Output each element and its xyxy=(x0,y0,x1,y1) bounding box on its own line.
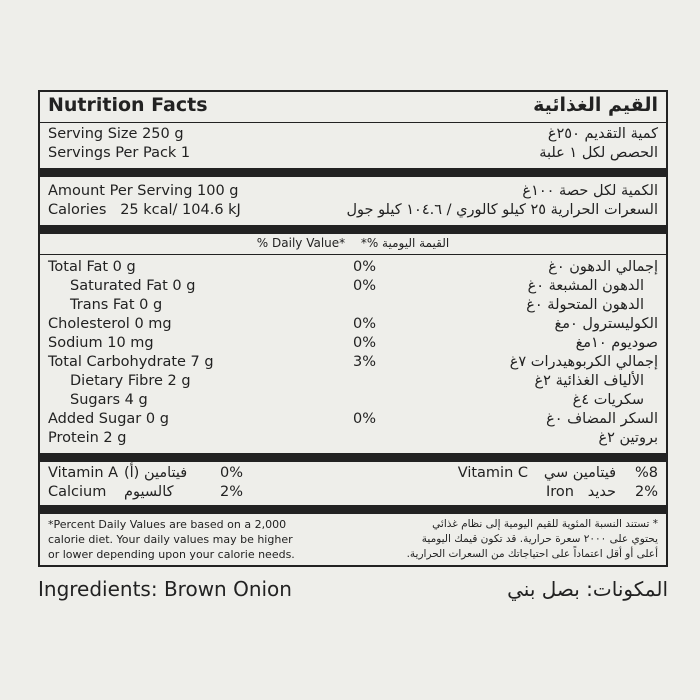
iron-ar: حديد xyxy=(587,484,616,500)
vitamin-a-ar: فيتامين (أ) xyxy=(124,465,188,481)
nutrient-name-en: Sugars 4 g xyxy=(70,392,148,408)
footnote-ar-line: * تستند النسبة المئوية للقيم اليومية إلى نظام غذائي xyxy=(432,518,658,530)
vitamin-c-ar: فيتامين سي xyxy=(543,465,616,481)
amount-per-serving-en: Amount Per Serving 100 g xyxy=(48,183,239,199)
ingredients-en: Ingredients: Brown Onion xyxy=(38,577,292,601)
calcium-en: Calcium xyxy=(48,484,107,500)
vitamin-c-pct: %8 xyxy=(634,465,658,481)
nutrient-name-ar: الألياف الغذائية ٢غ xyxy=(534,373,644,389)
nutrient-name-en: Dietary Fibre 2 g xyxy=(70,373,191,389)
ingredients-ar: المكونات: بصل بني xyxy=(507,577,668,601)
calcium-pct: 2% xyxy=(220,484,244,500)
nutrient-daily-value: 0% xyxy=(353,259,377,275)
serving-size-en: Serving Size 250 g xyxy=(48,126,184,142)
nutrient-name-ar: الكوليسترول ٠مغ xyxy=(554,316,658,332)
nutrient-daily-value: 0% xyxy=(353,411,377,427)
footnote-ar-line: أعلى أو أقل اعتماداً على احتياجاتك من السعرات الحرارية. xyxy=(406,548,658,560)
nutrient-name-en: Trans Fat 0 g xyxy=(70,297,163,313)
nutrient-name-en: Total Fat 0 g xyxy=(48,259,136,275)
thick-divider xyxy=(40,505,666,514)
nutrient-name-ar: بروتين ٢غ xyxy=(598,430,658,446)
footnote-en xyxy=(48,517,295,562)
iron-pct: 2% xyxy=(634,484,658,500)
nutrient-name-en: Total Carbohydrate 7 g xyxy=(48,354,214,370)
nutrient-name-ar: سكريات ٤غ xyxy=(572,392,644,408)
thick-divider xyxy=(40,225,666,234)
nutrient-daily-value: 0% xyxy=(353,278,377,294)
nutrient-name-en: Saturated Fat 0 g xyxy=(70,278,196,294)
nutrient-name-ar: صوديوم ١٠مغ xyxy=(575,335,658,351)
daily-value-ar: القيمة اليومية %* xyxy=(360,236,450,250)
footnote-en-line: calorie diet. Your daily values may be higher xyxy=(48,533,293,546)
nutrient-name-ar: السكر المضاف ٠غ xyxy=(546,411,658,427)
nutrient-name-ar: الدهون المشبعة ٠غ xyxy=(527,278,644,294)
calcium-ar: كالسيوم xyxy=(124,484,174,500)
nutrient-name-en: Protein 2 g xyxy=(48,430,127,446)
divider xyxy=(40,122,666,123)
nutrient-name-en: Added Sugar 0 g xyxy=(48,411,169,427)
daily-value-en: % Daily Value* xyxy=(256,236,346,250)
nutrient-daily-value: 0% xyxy=(353,335,377,351)
nutrient-name-ar: الدهون المتحولة ٠غ xyxy=(526,297,644,313)
divider xyxy=(40,254,666,255)
ingredients-row xyxy=(38,577,668,607)
nutrient-name-ar: إجمالي الكربوهيدرات ٧غ xyxy=(509,354,658,370)
daily-value-header xyxy=(40,236,666,250)
footnote-en-line: or lower depending upon your calorie needs. xyxy=(48,548,295,561)
footnote-en-line: *Percent Daily Values are based on a 2,000 xyxy=(48,518,287,531)
vitamin-a-en: Vitamin A xyxy=(48,465,119,481)
nutrient-name-en: Sodium 10 mg xyxy=(48,335,154,351)
label-header xyxy=(48,96,658,120)
servings-per-pack-ar: الحصص لكل ١ علبة xyxy=(539,145,658,161)
thick-divider xyxy=(40,168,666,177)
title-en: Nutrition Facts xyxy=(48,94,208,116)
thick-divider xyxy=(40,453,666,462)
vitamin-c-en: Vitamin C xyxy=(457,465,528,481)
footnote-ar xyxy=(407,517,658,562)
nutrient-daily-value: 0% xyxy=(353,316,377,332)
serving-size-ar: كمية التقديم ٢٥٠غ xyxy=(547,126,658,142)
nutrient-daily-value: 3% xyxy=(353,354,377,370)
servings-per-pack-en: Servings Per Pack 1 xyxy=(48,145,191,161)
nutrient-name-ar: إجمالي الدهون ٠غ xyxy=(548,259,658,275)
vitamin-a-pct: 0% xyxy=(220,465,244,481)
calories-ar: السعرات الحرارية ٢٥ كيلو كالوري / ١٠٤.٦ كيلو جول xyxy=(346,202,658,218)
nutrient-name-en: Cholesterol 0 mg xyxy=(48,316,172,332)
amount-per-serving-ar: الكمية لكل حصة ١٠٠غ xyxy=(522,183,658,199)
calories-en: Calories 25 kcal/ 104.6 kJ xyxy=(48,202,241,218)
iron-en: Iron xyxy=(546,484,574,500)
footnote-ar-line: يحتوي على ٢٠٠٠ سعرة حرارية. قد تكون قيمك اليومية xyxy=(421,533,658,545)
nutrition-label xyxy=(38,90,668,567)
title-ar: القيم الغذائية xyxy=(533,94,658,116)
